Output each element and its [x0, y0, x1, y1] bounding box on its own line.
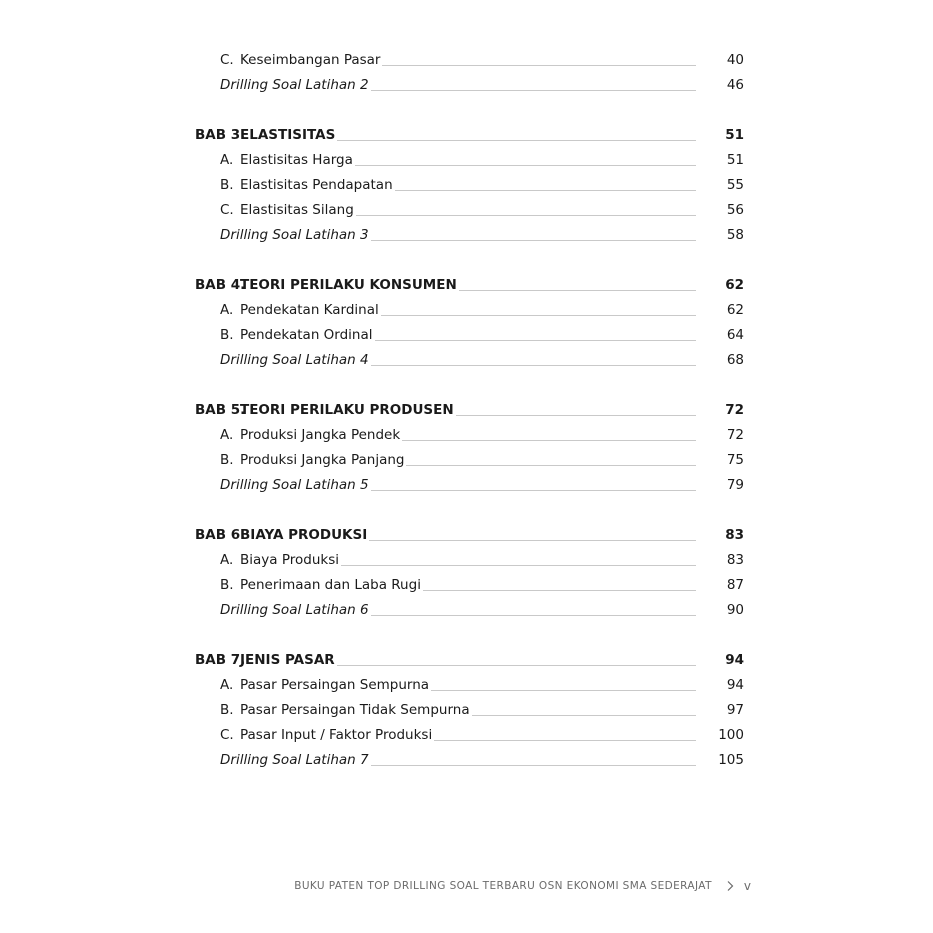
toc-chapter-label [195, 277, 459, 293]
toc-entry-page: 56 [726, 202, 744, 218]
toc-entry [0, 747, 933, 772]
toc-entry-title: Elastisitas Silang [240, 202, 354, 218]
toc-entry-page: 46 [726, 77, 744, 93]
toc-entry-page: 55 [726, 177, 744, 193]
toc-entry [0, 422, 933, 447]
toc-chapter-page: 62 [725, 277, 744, 293]
toc-entry-letter: A. [220, 302, 234, 318]
toc-chapter-page: 72 [725, 402, 744, 418]
toc-entry [0, 222, 933, 247]
toc-entry-title: Keseimbangan Pasar [240, 52, 381, 68]
toc-chapter-page: 51 [725, 127, 744, 143]
toc-entry-label [220, 327, 375, 343]
toc-entry-label [220, 577, 423, 593]
toc-entry [0, 572, 933, 597]
toc-chapter-number: BAB 7. [195, 652, 246, 668]
toc-entry [0, 447, 933, 472]
toc-entry-title: Pasar Input / Faktor Produksi [240, 727, 433, 743]
toc-chapter-number: BAB 3. [195, 127, 246, 143]
chevron-right-icon [724, 880, 736, 892]
toc-entry [0, 147, 933, 172]
toc-entry-page: 40 [726, 52, 744, 68]
toc-entry-page: 83 [726, 552, 744, 568]
toc-chapter-entry [0, 397, 933, 422]
toc-chapter-title: JENIS PASAR [240, 652, 335, 668]
toc-entry-page: 64 [726, 327, 744, 343]
toc-entry [0, 472, 933, 497]
toc-entry-letter: A. [220, 152, 234, 168]
toc-entry-title: Pasar Persaingan Sempurna [240, 677, 430, 693]
toc-entry [0, 347, 933, 372]
toc-entry-label [220, 202, 356, 218]
toc-chapter-entry [0, 272, 933, 297]
toc-chapter-label [195, 402, 456, 418]
toc-entry-title: Penerimaan dan Laba Rugi [240, 577, 421, 593]
toc-entry [0, 197, 933, 222]
toc-entry-title: Pendekatan Ordinal [240, 327, 373, 343]
toc-chapter-page: 94 [725, 652, 744, 668]
toc-entry-letter: B. [220, 577, 234, 593]
toc-entry-title: Elastisitas Pendapatan [240, 177, 393, 193]
toc-entry-label [220, 552, 341, 568]
toc-entry [0, 547, 933, 572]
toc-entry-letter: B. [220, 452, 234, 468]
toc-chapter-label [195, 527, 369, 543]
toc-entry-letter: A. [220, 552, 234, 568]
toc-entry-page: 97 [726, 702, 744, 718]
toc-entry-title: Produksi Jangka Panjang [240, 452, 405, 468]
toc-entry-letter: B. [220, 177, 234, 193]
toc-entry-label [220, 152, 355, 168]
toc-chapter-number: BAB 5. [195, 402, 246, 418]
toc-entry-title: Drilling Soal Latihan 3 [220, 227, 369, 243]
toc-chapter-label [195, 127, 337, 143]
toc-entry-title: Elastisitas Harga [240, 152, 353, 168]
toc-entry [0, 722, 933, 747]
toc-chapter-page: 83 [725, 527, 744, 543]
toc-chapter-number: BAB 4. [195, 277, 246, 293]
toc-entry [0, 47, 933, 72]
toc-chapter-number: BAB 6. [195, 527, 246, 543]
toc-entry-label [220, 177, 395, 193]
toc-entry-title: Drilling Soal Latihan 5 [220, 477, 369, 493]
toc-chapter-label [195, 652, 337, 668]
toc-chapter-title: TEORI PERILAKU PRODUSEN [240, 402, 454, 418]
toc-entry-title: Pendekatan Kardinal [240, 302, 379, 318]
toc-entry-title: Drilling Soal Latihan 4 [220, 352, 369, 368]
toc-entry-page: 72 [726, 427, 744, 443]
toc-entry [0, 172, 933, 197]
toc-entry [0, 322, 933, 347]
toc-chapter-entry [0, 122, 933, 147]
toc-entry-label [220, 677, 431, 693]
toc-entry [0, 697, 933, 722]
toc-entry [0, 672, 933, 697]
toc-entry-page: 75 [726, 452, 744, 468]
toc-entry-label [220, 702, 472, 718]
toc-entry-title: Drilling Soal Latihan 6 [220, 602, 369, 618]
toc-entry-page: 100 [718, 727, 744, 743]
toc-entry-letter: A. [220, 427, 234, 443]
toc-entry-page: 79 [726, 477, 744, 493]
toc-entry-letter: C. [220, 52, 234, 68]
toc-entry-title: Pasar Persaingan Tidak Sempurna [240, 702, 470, 718]
footer-page-number: v [743, 879, 751, 893]
toc-entry-letter: A. [220, 677, 234, 693]
toc-chapter-title: BIAYA PRODUKSI [240, 527, 368, 543]
toc-entry [0, 72, 933, 97]
page-footer [294, 876, 751, 896]
toc-entry-letter: C. [220, 202, 234, 218]
toc-chapter-title: TEORI PERILAKU KONSUMEN [240, 277, 457, 293]
toc-entry-title: Biaya Produksi [240, 552, 339, 568]
footer-book-title: BUKU PATEN TOP DRILLING SOAL TERBARU OSN EKONOMI SMA SEDERAJAT [294, 880, 712, 892]
toc-entry-page: 51 [726, 152, 744, 168]
toc-entry-page: 105 [718, 752, 744, 768]
toc-entry [0, 597, 933, 622]
toc-entry-page: 94 [726, 677, 744, 693]
toc-entry-label [220, 302, 381, 318]
toc-entry-label [220, 727, 434, 743]
toc-entry-page: 58 [726, 227, 744, 243]
toc-entry-title: Drilling Soal Latihan 2 [220, 77, 369, 93]
toc-entry-page: 87 [726, 577, 744, 593]
toc-entry-letter: B. [220, 702, 234, 718]
toc-entry-title: Drilling Soal Latihan 7 [220, 752, 369, 768]
toc-entry-page: 68 [726, 352, 744, 368]
toc-entry-letter: C. [220, 727, 234, 743]
toc-entry-letter: B. [220, 327, 234, 343]
toc-entry-label [220, 52, 382, 68]
toc-entry-title: Produksi Jangka Pendek [240, 427, 401, 443]
toc-entry-label [220, 452, 406, 468]
toc-chapter-entry [0, 647, 933, 672]
toc-chapter-title: ELASTISITAS [240, 127, 336, 143]
toc-entry [0, 297, 933, 322]
toc-entry-page: 90 [726, 602, 744, 618]
toc-chapter-entry [0, 522, 933, 547]
toc-entry-label [220, 427, 402, 443]
toc-entry-page: 62 [726, 302, 744, 318]
